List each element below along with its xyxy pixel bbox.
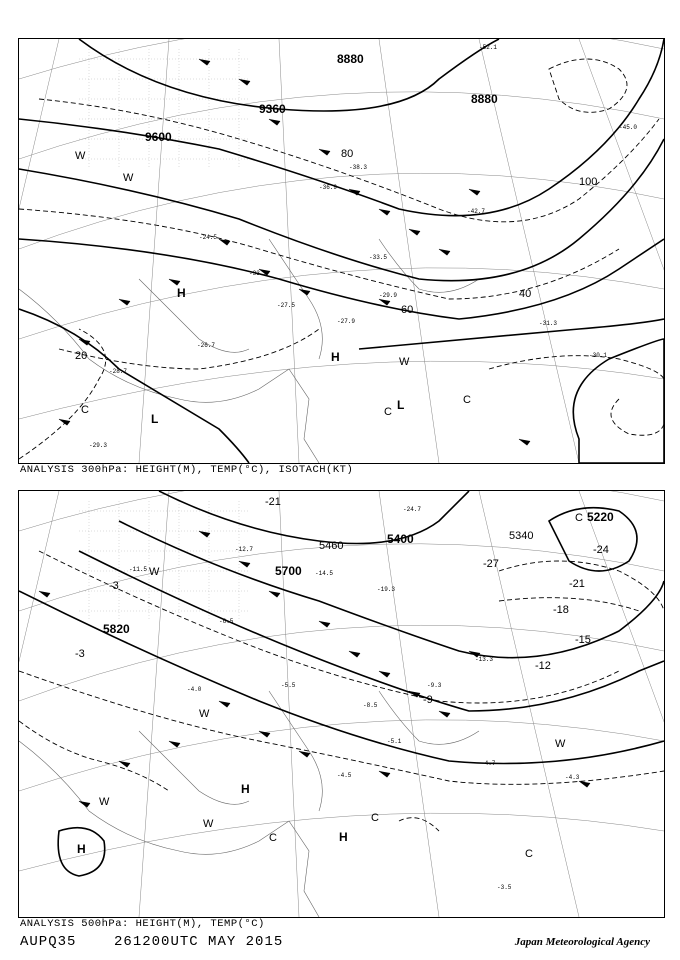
- obs-temp: -33.5: [369, 254, 388, 261]
- center-marker: H: [241, 782, 250, 796]
- height-label: 5400: [387, 532, 414, 546]
- chart-300hpa: [18, 38, 665, 464]
- obs-temp: -3.5: [497, 884, 512, 891]
- map-300hpa: [19, 39, 664, 463]
- obs-temp: -27.5: [277, 302, 296, 309]
- height-label: 5700: [275, 564, 302, 578]
- center-marker: C: [81, 404, 89, 416]
- isotherm-label: -9: [423, 694, 433, 706]
- center-marker: C: [575, 512, 583, 524]
- graticule-300: [19, 39, 664, 463]
- isotherm-label: -24: [593, 544, 609, 556]
- product-code: AUPQ35: [20, 934, 77, 950]
- center-marker: H: [339, 830, 348, 844]
- obs-temp: -11.5: [129, 566, 148, 573]
- obs-temp: -4.5: [337, 772, 352, 779]
- obs-temp: -29.9: [379, 292, 398, 299]
- obs-temp: -36.9: [319, 184, 338, 191]
- obs-temp: -33.3: [249, 270, 268, 277]
- obs-temp: -12.7: [235, 546, 254, 553]
- isotherm-label: -12: [535, 660, 551, 672]
- obs-temp: -4.0: [187, 686, 202, 693]
- obs-temp: -30.1: [589, 352, 608, 359]
- obs-temp: -5.5: [281, 682, 296, 689]
- center-marker: W: [555, 738, 566, 750]
- height-label: 9600: [145, 130, 172, 144]
- isotach-label: 20: [75, 350, 88, 362]
- height-label: 8880: [337, 52, 364, 66]
- obs-temp: -4.7: [481, 760, 496, 767]
- obs-temp: -8.5: [363, 702, 378, 709]
- map-500hpa: [19, 491, 664, 917]
- valid-time: 261200UTC MAY 2015: [114, 934, 284, 950]
- isotherm-label: -21: [265, 496, 281, 508]
- center-marker: W: [149, 566, 160, 578]
- graticule-500: [19, 491, 664, 917]
- isotherm-label: -21: [569, 578, 585, 590]
- caption-300hpa: ANALYSIS 300hPa: HEIGHT(M), TEMP(°C), ISOTACH(KT): [20, 464, 354, 476]
- station-obs-300: [89, 44, 637, 449]
- isotach-inner-300: [611, 399, 664, 435]
- isotach-closed-300: [573, 339, 664, 463]
- center-marker: C: [371, 812, 379, 824]
- obs-temp: -42.7: [467, 208, 486, 215]
- obs-temp: -19.3: [377, 586, 396, 593]
- height-label: 5820: [103, 622, 130, 636]
- center-marker: W: [99, 796, 110, 808]
- center-marker: W: [75, 150, 86, 162]
- center-marker: H: [331, 350, 340, 364]
- isotherm-label: -27: [483, 558, 499, 570]
- center-marker: W: [399, 356, 410, 368]
- product-header: [20, 934, 283, 950]
- center-marker: W: [123, 172, 134, 184]
- obs-temp: -24.7: [403, 506, 422, 513]
- obs-temp: -31.3: [539, 320, 558, 327]
- isotach-label: 100: [579, 176, 598, 188]
- obs-temp: -26.7: [197, 342, 216, 349]
- center-marker: W: [199, 708, 210, 720]
- obs-temp: -27.9: [337, 318, 356, 325]
- obs-temp: -14.5: [315, 570, 334, 577]
- center-marker: C: [463, 394, 471, 406]
- obs-temp: -13.3: [475, 656, 494, 663]
- isotherm-label: -3: [75, 648, 85, 660]
- isotach-label: 60: [401, 304, 414, 316]
- height-label: 5340: [509, 530, 534, 542]
- obs-temp: -9.3: [427, 682, 442, 689]
- obs-temp: -28.7: [109, 368, 128, 375]
- obs-temp: -38.3: [349, 164, 368, 171]
- obs-temp: -6.5: [219, 618, 234, 625]
- center-marker: L: [397, 398, 405, 412]
- isotherm-label: -15: [575, 634, 591, 646]
- height-label: 8880: [471, 92, 498, 106]
- isotach-label: 40: [519, 288, 532, 300]
- center-marker: C: [269, 832, 277, 844]
- agency-name: Japan Meteorological Agency: [514, 936, 650, 948]
- wind-barbs-300: [59, 59, 530, 445]
- obs-temp: -5.1: [387, 738, 402, 745]
- center-marker: L: [151, 412, 159, 426]
- height-label: 5460: [319, 540, 344, 552]
- isotach-label: 80: [341, 148, 354, 160]
- obs-temp: -52.1: [479, 44, 498, 51]
- chart-500hpa: [18, 490, 665, 918]
- center-marker: W: [203, 818, 214, 830]
- obs-temp: -4.3: [565, 774, 580, 781]
- center-marker: C: [384, 406, 392, 418]
- center-marker: H: [177, 286, 186, 300]
- caption-500hpa: ANALYSIS 500hPa: HEIGHT(M), TEMP(°C): [20, 918, 265, 930]
- center-marker: C: [525, 848, 533, 860]
- height-label: 5220: [587, 510, 614, 524]
- obs-temp: -45.0: [619, 124, 638, 131]
- isotherm-contours-500: [19, 551, 664, 831]
- isotherm-label: -3: [109, 580, 119, 592]
- height-contours-300: [19, 39, 664, 463]
- obs-temp: -24.5: [199, 234, 218, 241]
- isotherm-label: -18: [553, 604, 569, 616]
- height-label: 9360: [259, 102, 286, 116]
- center-marker: H: [77, 842, 86, 856]
- obs-temp: -29.3: [89, 442, 108, 449]
